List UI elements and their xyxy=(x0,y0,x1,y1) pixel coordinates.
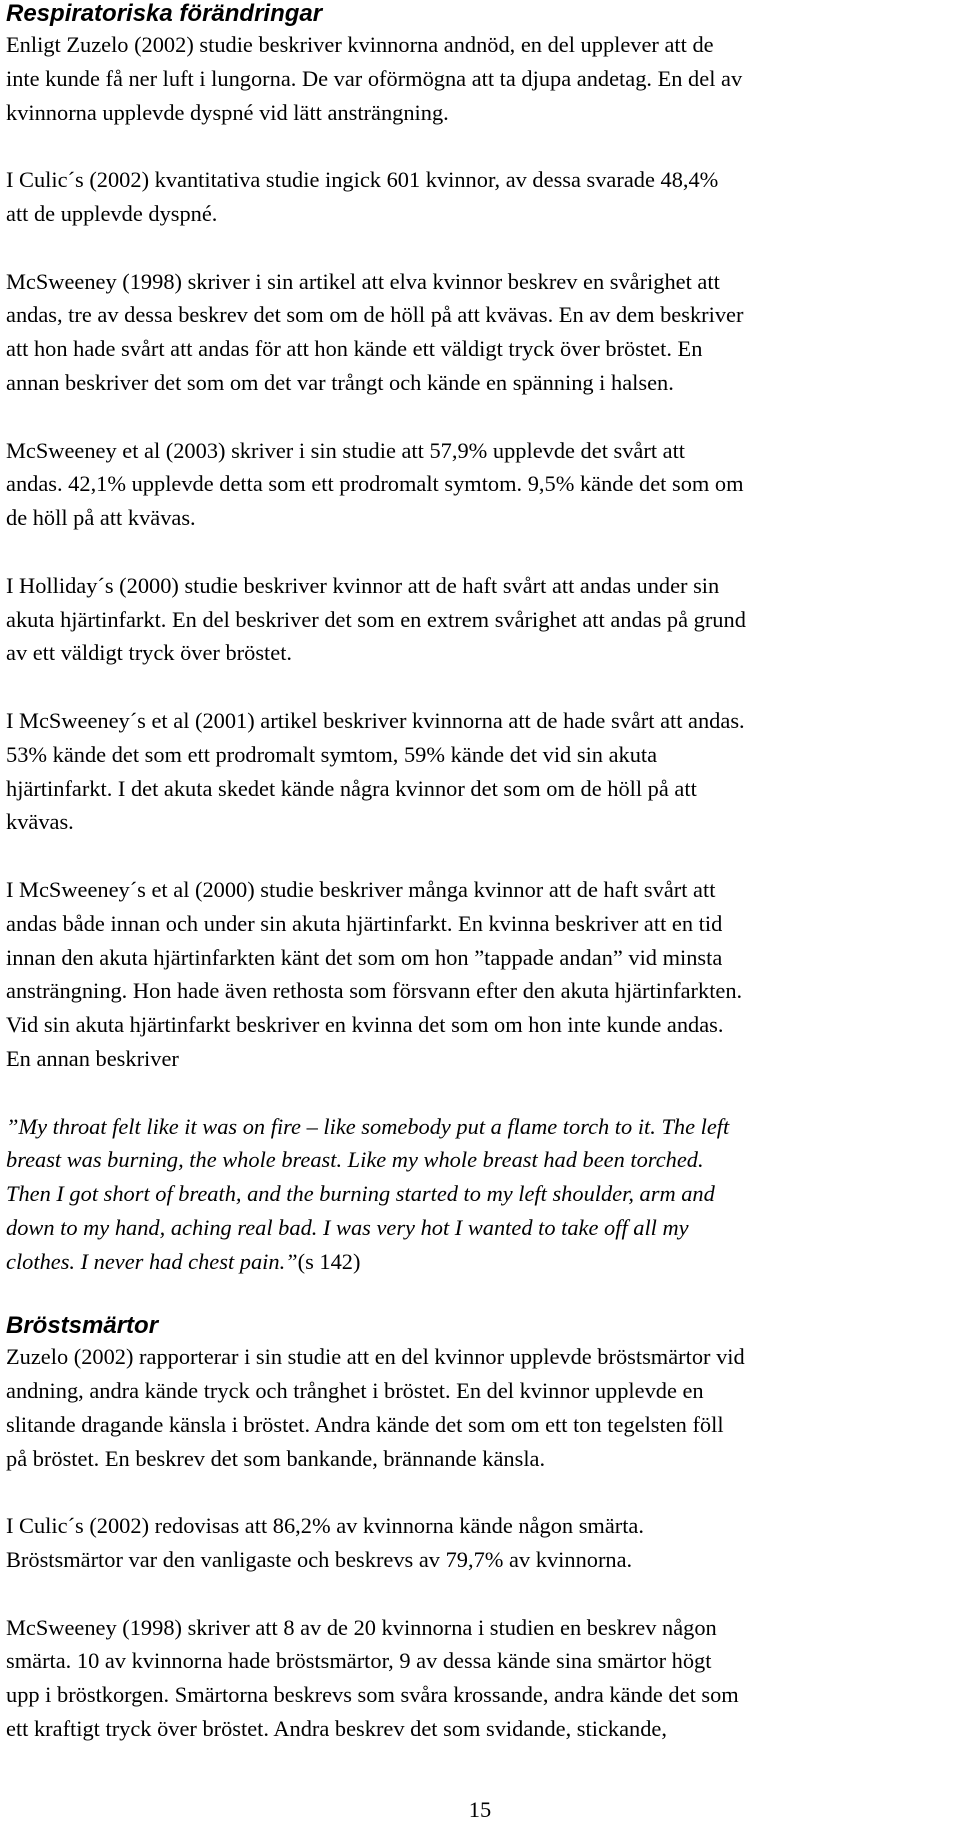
paragraph xyxy=(6,704,954,839)
text-line: på bröstet. En beskrev det som bankande, brännande känsla. xyxy=(6,1445,546,1471)
quote-line: down to my hand, aching real bad. I was very hot I wanted to take off all my xyxy=(6,1214,689,1240)
text-line: 53% kände det som ett prodromalt symtom, 59% kände det vid sin akuta xyxy=(6,741,658,767)
text-line: slitande dragande känsla i bröstet. Andra kände det som om ett ton tegelsten föll xyxy=(6,1411,724,1437)
page-number: 15 xyxy=(468,1797,492,1822)
paragraph xyxy=(6,873,954,1076)
text-line: smärta. 10 av kvinnorna hade bröstsmärtor, 9 av dessa kände sina smärtor högt xyxy=(6,1648,712,1674)
text-line: akuta hjärtinfarkt. En del beskriver det som en extrem svårighet att andas på grund xyxy=(6,606,746,632)
text-line: I McSweeney´s et al (2001) artikel beskriver kvinnorna att de hade svårt att andas. xyxy=(6,707,745,733)
text-line: att de upplevde dyspné. xyxy=(6,200,218,226)
document-page xyxy=(6,0,954,1746)
quote-line: Then I got short of breath, and the burning started to my left shoulder, arm and xyxy=(6,1181,715,1207)
text-line: McSweeney (1998) skriver att 8 av de 20 kvinnorna i studien en beskrev någon xyxy=(6,1614,717,1640)
quote-reference: (s 142) xyxy=(297,1248,361,1274)
text-line: I Culic´s (2002) kvantitativa studie ingick 601 kvinnor, av dessa svarade 48,4% xyxy=(6,167,719,193)
text-line: Bröstsmärtor var den vanligaste och beskrevs av 79,7% av kvinnorna. xyxy=(6,1547,633,1573)
text-line: inte kunde få ner luft i lungorna. De var oförmögna att ta djupa andetag. En del av xyxy=(6,65,743,91)
text-line: kvävas. xyxy=(6,809,74,835)
section-chest-pain xyxy=(6,1312,954,1746)
paragraph xyxy=(6,1340,954,1475)
text-line: McSweeney (1998) skriver i sin artikel att elva kvinnor beskrev en svårighet att xyxy=(6,268,720,294)
paragraph xyxy=(6,163,954,231)
paragraph xyxy=(6,28,954,129)
text-line: hjärtinfarkt. I det akuta skedet kände några kvinnor det som om de höll på att xyxy=(6,775,697,801)
text-line: att hon hade svårt att andas för att hon kände ett väldigt tryck över bröstet. En xyxy=(6,336,703,362)
paragraph xyxy=(6,1611,954,1746)
paragraph xyxy=(6,569,954,670)
quote-block xyxy=(6,1110,954,1279)
text-line: I Culic´s (2002) redovisas att 86,2% av kvinnorna kände någon smärta. xyxy=(6,1513,644,1539)
text-line: Vid sin akuta hjärtinfarkt beskriver en kvinna det som om hon inte kunde andas. xyxy=(6,1012,724,1038)
text-line: McSweeney et al (2003) skriver i sin studie att 57,9% upplevde det svårt att xyxy=(6,437,686,463)
text-line: ansträngning. Hon hade även rethosta som försvann efter den akuta hjärtinfarkten. xyxy=(6,978,743,1004)
text-line: andning, andra kände tryck och trånghet i bröstet. En del kvinnor upplevde en xyxy=(6,1378,704,1404)
text-line: upp i bröstkorgen. Smärtorna beskrevs som svåra krossande, andra kände det som xyxy=(6,1682,739,1708)
paragraph xyxy=(6,434,954,535)
text-line: andas. 42,1% upplevde detta som ett prodromalt symtom. 9,5% kände det som om xyxy=(6,471,744,497)
section-respiratory xyxy=(6,0,954,1312)
paragraph xyxy=(6,1509,954,1577)
text-line: kvinnorna upplevde dyspné vid lätt ansträngning. xyxy=(6,99,449,125)
text-line: I Holliday´s (2000) studie beskriver kvinnor att de haft svårt att andas under sin xyxy=(6,572,720,598)
text-line: de höll på att kvävas. xyxy=(6,505,196,531)
section-heading-chest-pain: Bröstsmärtor xyxy=(6,1312,159,1340)
quote-line: ”My throat felt like it was on fire – like somebody put a flame torch to it. The left xyxy=(6,1113,730,1139)
text-line: ett kraftigt tryck över bröstet. Andra beskrev det som svidande, stickande, xyxy=(6,1716,667,1742)
text-line: andas, tre av dessa beskrev det som om de höll på att kvävas. En av dem beskriver xyxy=(6,302,744,328)
text-line: annan beskriver det som om det var trångt och kände en spänning i halsen. xyxy=(6,369,674,395)
text-line: av ett väldigt tryck över bröstet. xyxy=(6,640,293,666)
text-line: innan den akuta hjärtinfarkten känt det som om hon ”tappade andan” vid minsta xyxy=(6,944,723,970)
paragraph xyxy=(6,265,954,400)
text-line: Zuzelo (2002) rapporterar i sin studie att en del kvinnor upplevde bröstsmärtor vid xyxy=(6,1344,745,1370)
text-line: I McSweeney´s et al (2000) studie beskriver många kvinnor att de haft svårt att xyxy=(6,876,716,902)
quote-last-line xyxy=(6,1245,954,1279)
section-heading-respiratory: Respiratoriska förändringar xyxy=(6,0,323,27)
quote-line: clothes. I never had chest pain.” xyxy=(6,1248,298,1274)
quote-line: breast was burning, the whole breast. Like my whole breast had been torched. xyxy=(6,1147,704,1173)
text-line: Enligt Zuzelo (2002) studie beskriver kvinnorna andnöd, en del upplever att de xyxy=(6,32,714,57)
text-line: En annan beskriver xyxy=(6,1045,179,1071)
text-line: andas både innan och under sin akuta hjärtinfarkt. En kvinna beskriver att en tid xyxy=(6,910,723,936)
